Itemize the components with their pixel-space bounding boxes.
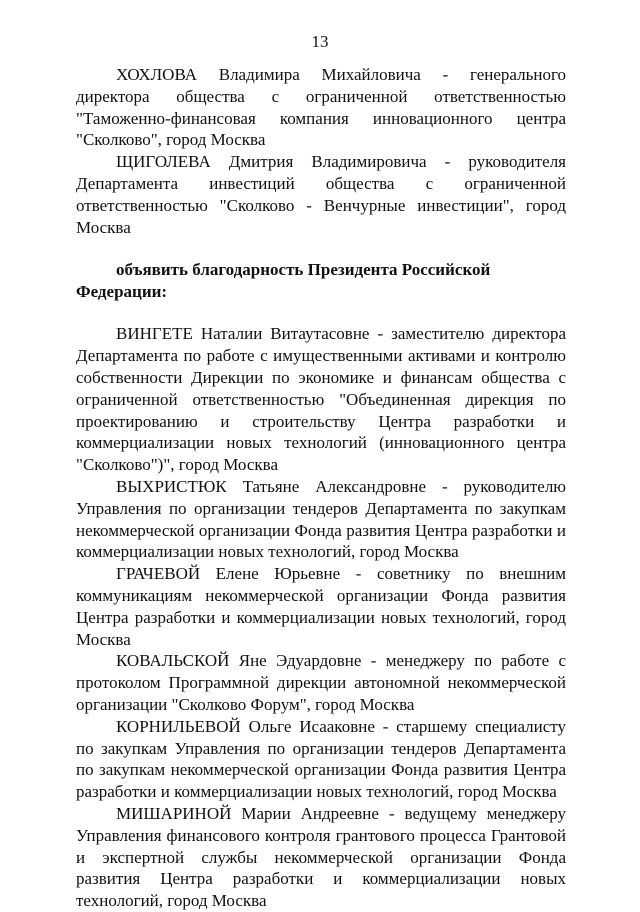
award-entry-vykhristyuk: ВЫХРИСТЮК Татьяне Александровне - руководителю Управления по организации тендеров Департамента по закупкам некоммерческой организации Фонда развития Центра разработки и коммерциализации новых технологий, город Москва xyxy=(76,476,566,562)
document-body xyxy=(76,64,566,912)
page-number: 13 xyxy=(311,32,329,51)
section-heading: объявить благодарность Президента Российской Федерации: xyxy=(76,260,491,302)
award-entry-khokhlov: ХОХЛОВА Владимира Михайловича - генерального директора общества с ограниченной ответственностью "Таможенно-финансовая компания инновационного центра "Сколково", город Москва xyxy=(76,65,566,150)
award-entry-misharina: МИШАРИНОЙ Марии Андреевне - ведущему менеджеру Управления финансового контроля грантового процесса Грантовой и экспертной службы некоммерческой организации Фонда развития Центра разработки и коммерциализации новых технологий, город Москва xyxy=(76,803,566,911)
award-entry-shchigolev: ЩИГОЛЕВА Дмитрия Владимировича - руководителя Департамента инвестиций общества с ограниченной ответственностью "Сколково - Венчурные инвестиции", город Москва xyxy=(76,152,566,237)
award-entry-vingete: ВИНГЕТЕ Наталии Витаутасовне - заместителю директора Департамента по работе с имущественными активами и контролю собственности Дирекции по экономике и финансам общества с ограниченной ответственностью "Объединенная дирекция по проектированию и строительству Центра разработки и коммерциализации новых технологий (инновационного центра "Сколково")", город Москва xyxy=(76,324,566,475)
award-entry-gracheva: ГРАЧЕВОЙ Елене Юрьевне - советнику по внешним коммуникациям некоммерческой организации Фонда развития Центра разработки и коммерциализации новых технологий, город Москва xyxy=(76,564,566,649)
award-entry-kovalskaya: КОВАЛЬСКОЙ Яне Эдуардовне - менеджеру по работе с протоколом Программной дирекции автономной некоммерческой организации "Сколково Форум", город Москва xyxy=(76,651,566,714)
award-entry-kornilyeva: КОРНИЛЬЕВОЙ Ольге Исааковне - старшему специалисту по закупкам Управления по организации тендеров Департамента по закупкам некоммерческой организации Фонда развития Центра разработки и коммерциализации новых технологий, город Москва xyxy=(76,716,566,802)
